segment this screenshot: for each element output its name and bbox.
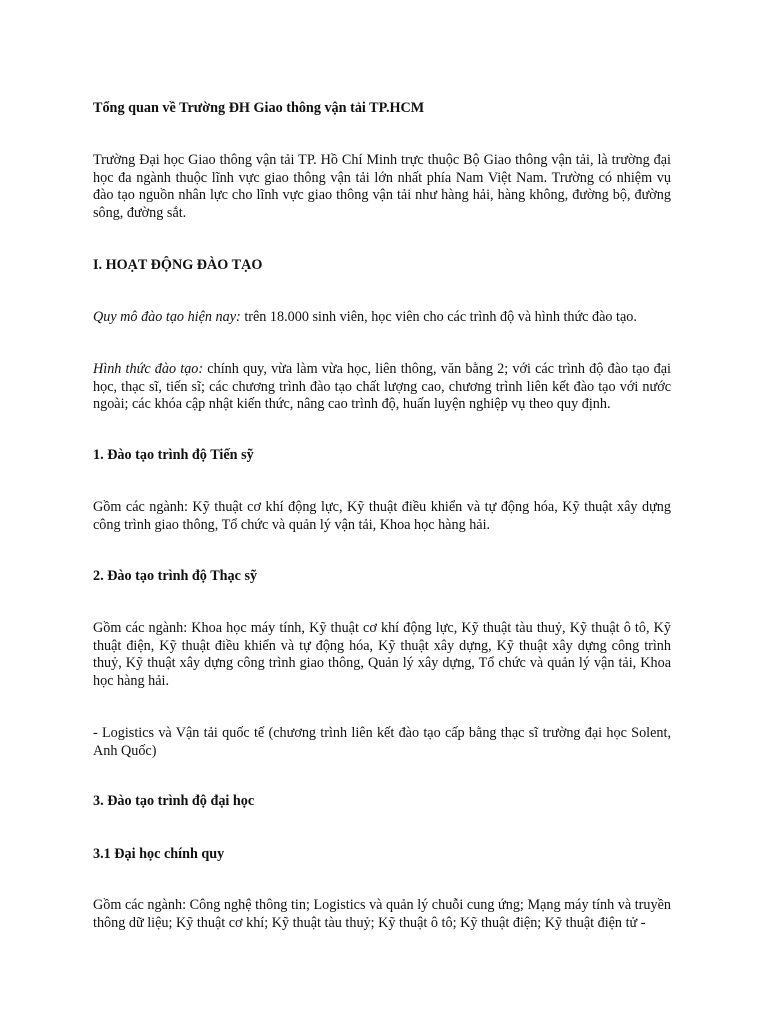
- forms-label: Hình thức đào tạo:: [93, 361, 204, 377]
- masters-paragraph: Gồm các ngành: Khoa học máy tính, Kỹ thuật cơ khí động lực, Kỹ thuật tàu thuỷ, Kỹ thuật ô tô, Kỹ thuật điện, Kỹ thuật điều khiển và tự động hóa, Kỹ thuật xây dựng, Kỹ thuật xây dựng công trình thuỷ, Kỹ thuật xây dựng công trình giao thông, Quản lý xây dựng, Tổ chức và quản lý vận tải, Khoa học hàng hải.: [93, 620, 671, 689]
- scale-label: Quy mô đào tạo hiện nay:: [93, 309, 241, 325]
- fulltime-paragraph: Gồm các ngành: Công nghệ thông tin; Logistics và quản lý chuỗi cung ứng; Mạng máy tính và truyền thông dữ liệu; Kỹ thuật cơ khí; Kỹ thuật tàu thuỷ; Kỹ thuật ô tô; Kỹ thuật điện; Kỹ thuật điện tử -: [93, 897, 671, 931]
- forms-paragraph: [93, 361, 671, 414]
- phd-heading: 1. Đào tạo trình độ Tiến sỹ: [93, 447, 254, 463]
- scale-text: trên 18.000 sinh viên, học viên cho các trình độ và hình thức đào tạo.: [240, 309, 637, 325]
- phd-paragraph: Gồm các ngành: Kỹ thuật cơ khí động lực, Kỹ thuật điều khiển và tự động hóa, Kỹ thuật xây dựng công trình giao thông, Tổ chức và quản lý vận tải, Khoa học hàng hải.: [93, 499, 671, 533]
- undergrad-heading: 3. Đào tạo trình độ đại học: [93, 793, 255, 809]
- document-title: Tổng quan về Trường ĐH Giao thông vận tải TP.HCM: [93, 100, 425, 116]
- section-heading-training: I. HOẠT ĐỘNG ĐÀO TẠO: [93, 257, 263, 273]
- scale-paragraph: [93, 309, 671, 327]
- intro-paragraph: Trường Đại học Giao thông vận tải TP. Hồ Chí Minh trực thuộc Bộ Giao thông vận tải, là trường đại học đa ngành thuộc lĩnh vực giao thông vận tải lớn nhất phía Nam Việt Nam. Trường có nhiệm vụ đào tạo nguồn nhân lực cho lĩnh vực giao thông vận tải như hàng hải, hàng không, đường bộ, đường sông, đường sắt.: [93, 152, 671, 221]
- masters-heading: 2. Đào tạo trình độ Thạc sỹ: [93, 568, 258, 584]
- masters-logistics-paragraph: - Logistics và Vận tải quốc tế (chương trình liên kết đào tạo cấp bằng thạc sĩ trường đại học Solent, Anh Quốc): [93, 725, 671, 759]
- forms-text: chính quy, vừa làm vừa học, liên thông, văn bằng 2; với các trình độ đào tạo đại học, thạc sĩ, tiến sĩ; các chương trình đào tạo chất lượng cao, chương trình liên kết đào tạo với nước ngoài; các khóa cập nhật kiến thức, nâng cao trình độ, huấn luyện nghiệp vụ theo quy định.: [93, 361, 671, 413]
- fulltime-heading: 3.1 Đại học chính quy: [93, 846, 225, 862]
